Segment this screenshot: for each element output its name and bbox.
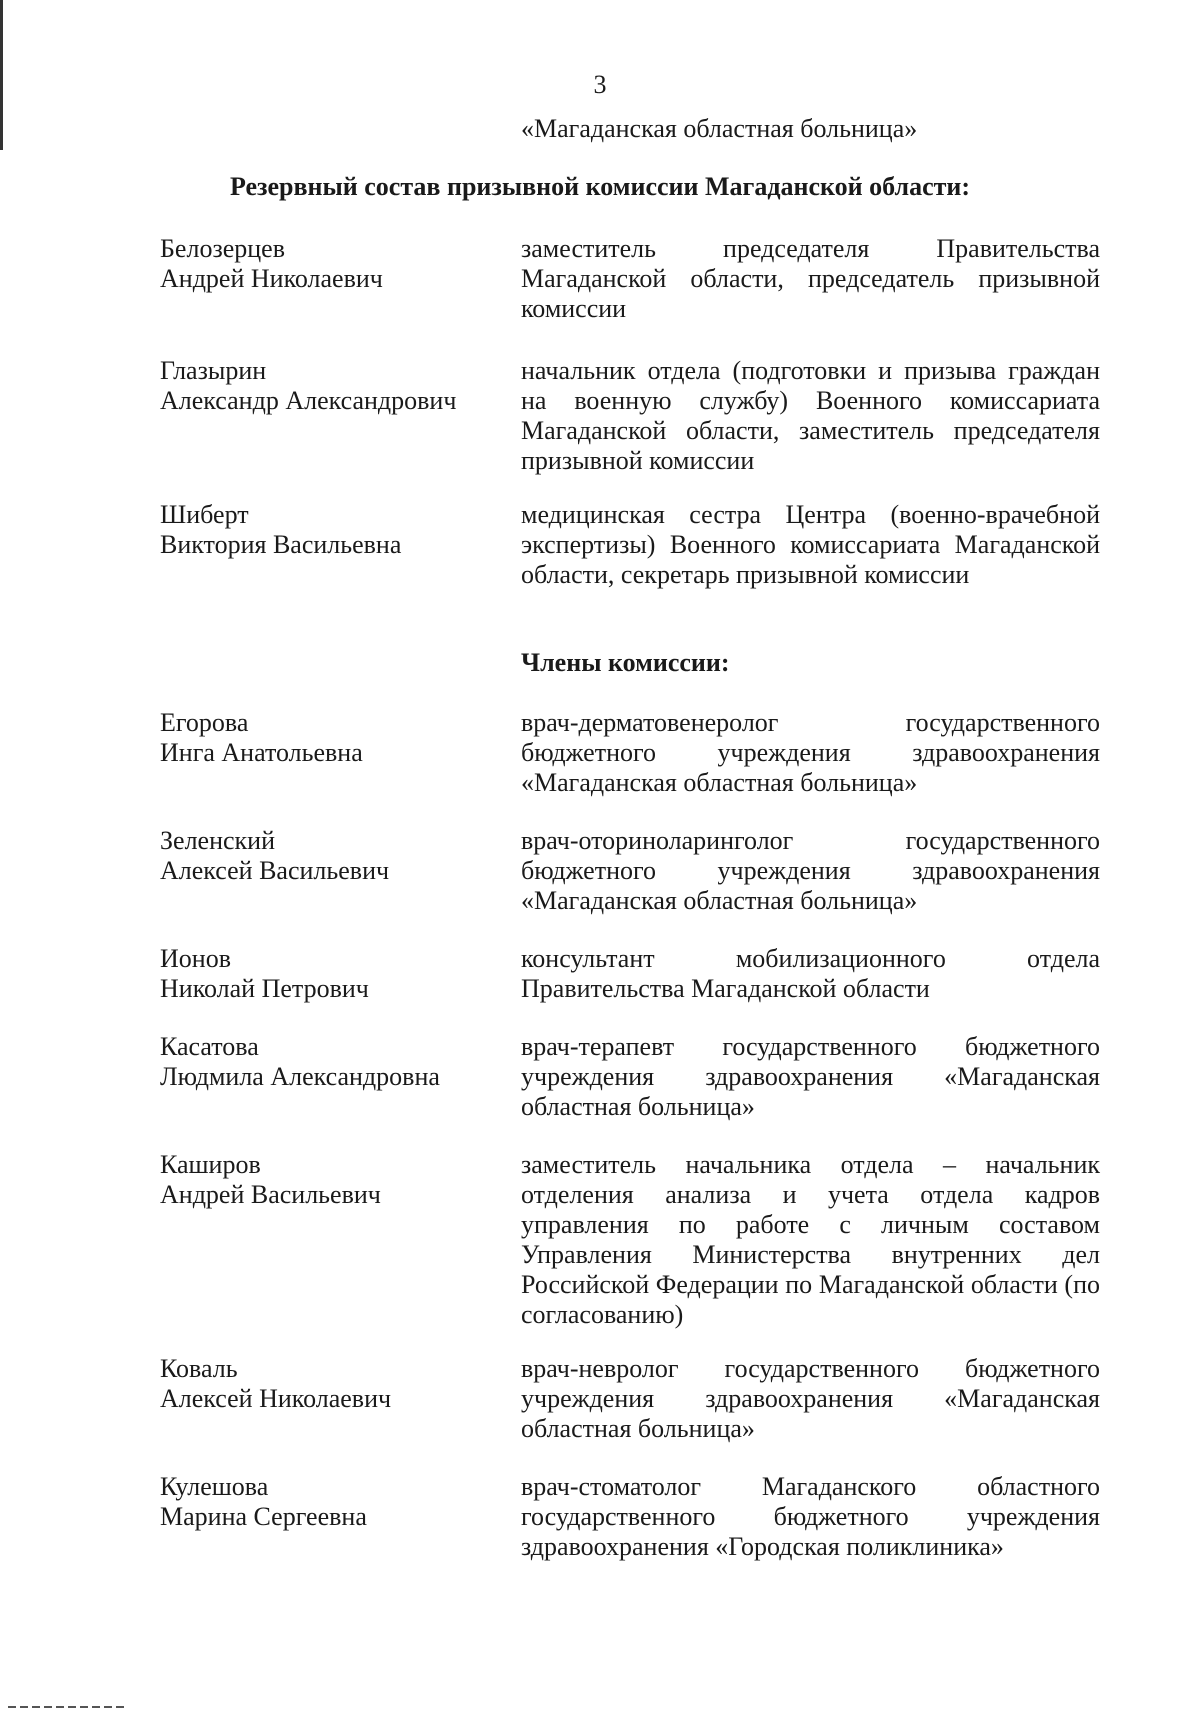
given-name: Марина Сергеевна	[160, 1502, 367, 1531]
person-name	[160, 708, 521, 798]
position-description: медицинская сестра Центра (военно-врачебной экспертизы) Военного комиссариата Магаданской области, секретарь призывной комиссии	[521, 500, 1100, 589]
position-description: врач-терапевт государственного бюджетного учреждения здравоохранения «Магаданская областная больница»	[521, 1032, 1100, 1121]
surname: Белозерцев	[160, 234, 285, 263]
person-name	[160, 1472, 521, 1562]
surname: Касатова	[160, 1032, 259, 1061]
entry-row	[160, 1032, 1100, 1122]
entry-row	[160, 1472, 1100, 1562]
position-description: врач-невролог государственного бюджетного учреждения здравоохранения «Магаданская областная больница»	[521, 1354, 1100, 1443]
position-description: заместитель начальника отдела – начальник отделения анализа и учета отдела кадров управления по работе с личным составом Управления Министерства внутренних дел Российской Федерации по Магаданской области (по согласованию)	[521, 1150, 1100, 1329]
surname: Ионов	[160, 944, 231, 973]
surname: Коваль	[160, 1354, 238, 1383]
surname: Шиберт	[160, 500, 249, 529]
position-description: врач-стоматолог Магаданского областного государственного бюджетного учреждения здравоохранения «Городская поликлиника»	[521, 1472, 1100, 1561]
position-description: врач-дерматовенеролог государственного бюджетного учреждения здравоохранения «Магаданская областная больница»	[521, 708, 1100, 797]
page-number: 3	[593, 70, 607, 99]
given-name: Александр Александрович	[160, 386, 457, 415]
person-name	[160, 826, 521, 916]
given-name: Алексей Николаевич	[160, 1384, 392, 1413]
person-name	[160, 356, 521, 476]
person-name	[160, 1150, 521, 1330]
surname: Глазырин	[160, 356, 267, 385]
surname: Егорова	[160, 708, 249, 737]
entry-row	[160, 500, 1100, 590]
given-name: Николай Петрович	[160, 974, 369, 1003]
entry-row	[160, 1354, 1100, 1444]
person-name	[160, 500, 521, 590]
entry-row	[160, 234, 1100, 324]
person-name	[160, 1354, 521, 1444]
given-name: Андрей Васильевич	[160, 1180, 381, 1209]
section-heading: Резервный состав призывной комиссии Магаданской области:	[229, 172, 971, 201]
surname: Кулешова	[160, 1472, 269, 1501]
entry-row	[160, 356, 1100, 476]
footer-dashed-line	[8, 1706, 128, 1708]
person-name	[160, 234, 521, 324]
given-name: Андрей Николаевич	[160, 264, 383, 293]
entry-row	[160, 826, 1100, 916]
entry-row	[160, 1150, 1100, 1330]
continued-text: «Магаданская областная больница»	[521, 114, 918, 143]
given-name: Виктория Васильевна	[160, 530, 402, 559]
position-description: врач-оториноларинголог государственного бюджетного учреждения здравоохранения «Магаданская областная больница»	[521, 826, 1100, 915]
given-name: Инга Анатольевна	[160, 738, 363, 767]
members-subheading: Члены комиссии:	[521, 648, 730, 677]
person-name	[160, 1032, 521, 1122]
given-name: Алексей Васильевич	[160, 856, 390, 885]
entry-row	[160, 944, 1100, 1004]
surname: Зеленский	[160, 826, 275, 855]
position-description: консультант мобилизационного отдела Правительства Магаданской области	[521, 944, 1100, 1003]
entry-row	[160, 708, 1100, 798]
position-description: заместитель председателя Правительства Магаданской области, председатель призывной комиссии	[521, 234, 1100, 323]
person-name	[160, 944, 521, 1004]
given-name: Людмила Александровна	[160, 1062, 440, 1091]
position-description: начальник отдела (подготовки и призыва граждан на военную службу) Военного комиссариата Магаданской области, заместитель председателя призывной комиссии	[521, 356, 1100, 475]
surname: Каширов	[160, 1150, 261, 1179]
